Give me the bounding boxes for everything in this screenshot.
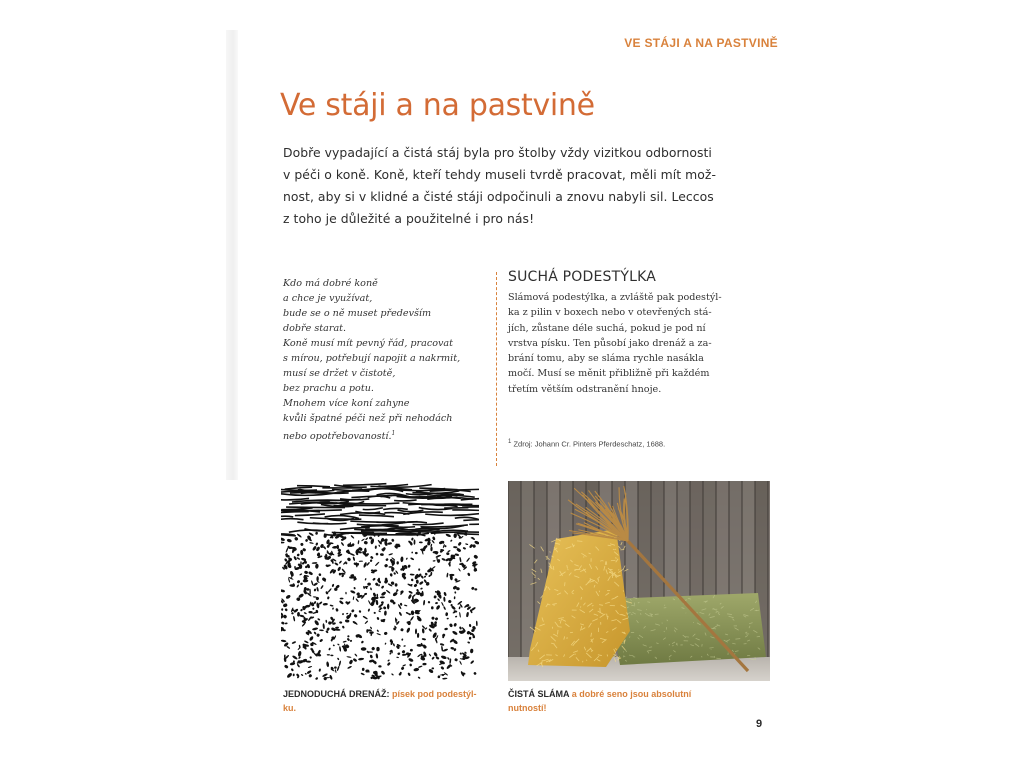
section-body <box>508 290 723 397</box>
quote-line: Mnohem více koní zahyne <box>283 398 410 409</box>
quote-line: Kdo má dobré koně <box>283 278 378 289</box>
quote-footnote-mark: 1 <box>391 430 396 437</box>
body-line: močí. Musí se měnit přibližně při každém <box>508 368 710 380</box>
quote-line: a chce je využívat, <box>283 293 373 304</box>
intro-paragraph: Dobře vypadající a čistá stáj byla pro štolby vždy vizitkou odbornosti v péči o koně. Koně, kteří tehdy museli tvrdě pracovat, měli mít mož-nost, aby si v klidné a čisté stáji odpočinuli a znovu nabyli sil. Leccos z toho je důležité a použitelné i pro nás! <box>283 145 717 226</box>
quote-line: musí se držet v čistotě, <box>283 368 396 379</box>
caption-drainage-strong: JEDNODUCHÁ DRENÁŽ: <box>283 689 390 699</box>
body-line: třetím větším odstranění hnoje. <box>508 383 662 395</box>
page-gutter-shadow <box>226 30 238 480</box>
body-line: jích, zůstane déle suchá, pokud je pod ní <box>508 322 706 334</box>
quote-line: bude se o ně muset především <box>283 308 432 319</box>
quote-block <box>283 276 483 444</box>
body-line: ka z pilin v boxech nebo v otevřených stá- <box>508 307 712 319</box>
caption-straw-accent: a dobré seno jsou absolutní nutností! <box>508 689 692 713</box>
caption-drainage-accent: písek pod podestýl-ku. <box>283 689 477 713</box>
page-number: 9 <box>756 718 763 730</box>
quote-line: dobře starat. <box>283 323 347 334</box>
footnote-mark: 1 <box>508 439 512 445</box>
photo-svg <box>508 481 770 681</box>
quote-line-last <box>283 426 483 444</box>
drainage-svg <box>281 481 479 681</box>
body-line: vrstva písku. Ten působí jako drenáž a za- <box>508 337 712 349</box>
section-heading: SUCHÁ PODESTÝLKA <box>508 269 657 285</box>
straw-hay-photo <box>508 481 770 681</box>
quote-line-text: nebo opotřebovaností. <box>283 431 392 443</box>
body-line: brání tomu, aby se sláma rychle nasákla <box>508 353 704 365</box>
drainage-illustration <box>281 481 479 681</box>
quote-line: kvůli špatné péči než při nehodách <box>283 413 453 424</box>
sand-layer <box>281 531 479 681</box>
quote-line: bez prachu a potu. <box>283 383 374 394</box>
footnote-text: Zdroj: Johann Cr. Pinters Pferdeschatz, 1688. <box>513 439 666 449</box>
footnote <box>508 439 665 449</box>
caption-straw <box>508 687 728 715</box>
caption-straw-strong: ČISTÁ SLÁMA <box>508 689 570 699</box>
straw-layer <box>281 484 479 536</box>
body-line: Slámová podestýlka, a zvláště pak podestýl- <box>508 292 722 303</box>
quote-line: Koně musí mít pevný řád, pracovat <box>283 338 454 349</box>
column-divider <box>496 272 497 466</box>
quote-line: s mírou, potřebují napojit a nakrmit, <box>283 353 461 364</box>
running-head: VE STÁJI A NA PASTVINĚ <box>624 36 778 50</box>
page-title: Ve stáji a na pastvině <box>280 88 595 123</box>
caption-drainage <box>283 687 483 715</box>
